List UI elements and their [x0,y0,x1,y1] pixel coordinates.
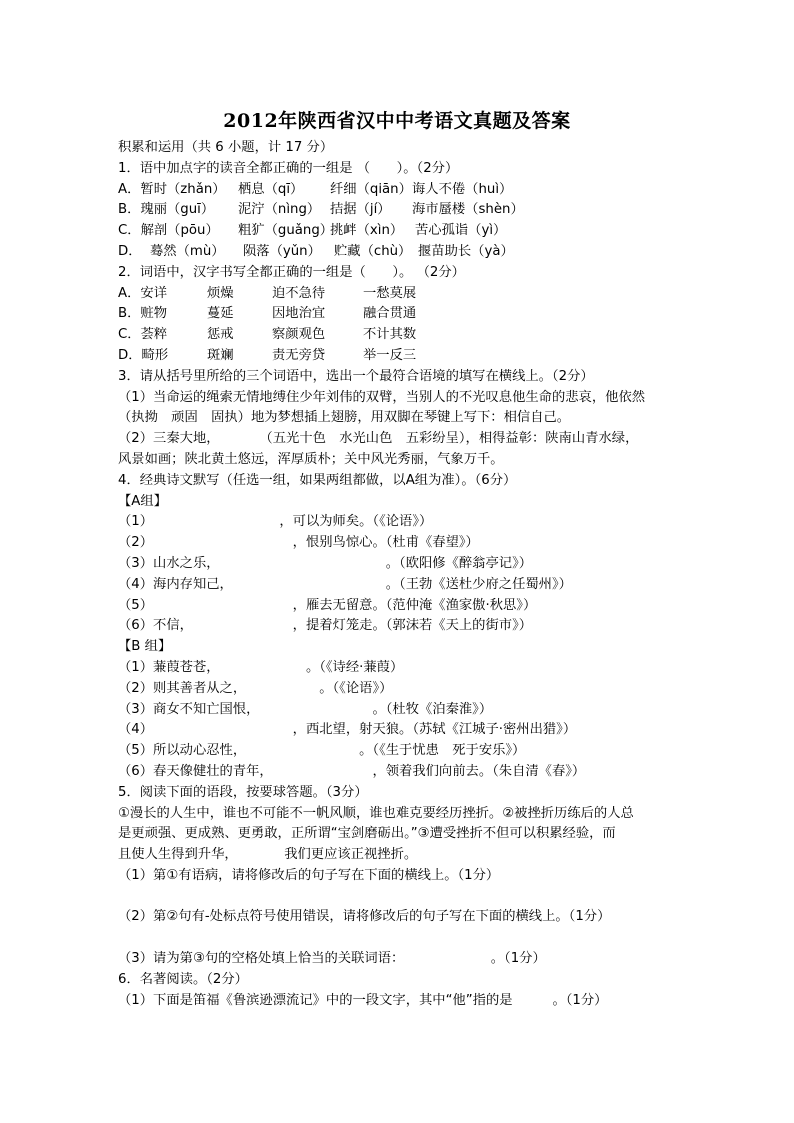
group-b-item: （5）所以动心忍性， 。（《生于忧患 死于安乐》） [118,743,526,759]
answer-space [118,928,678,949]
option-cell: 举一反三 [363,347,417,363]
q2-option-a [118,284,678,305]
option-cell: 一愁莫展 [363,285,417,301]
option-cell: 因地治宜 [272,306,326,322]
q1-option-d [118,242,678,263]
q3-line: （执拗 顽固 固执）地为梦想插上翅膀，用双脚在琴键上写下：相信自己。 [118,410,571,426]
group-a-item: （2） ，恨别鸟惊心。（杜甫《春望》） [118,535,479,551]
question-2-stem: 2．词语中，汉字书写全都正确的一组是（ ）。 （2分） [118,264,465,280]
page-title: 2012年陕西省汉中中考语文真题及答案 [223,110,571,132]
option-cell: 海市蜃楼（shèn） [412,202,524,218]
q5-sub-question: （2）第②句有-处标点符号使用错误，请将修改后的句子写在下面的横线上。（1分） [118,909,611,925]
document-body [118,138,678,1011]
option-cell: 苦心孤诣（yì） [415,223,507,239]
option-cell: 诲人不倦（huì） [412,181,513,197]
option-cell: A．暂时（zhǎn） [118,181,226,197]
q3-line: （1）当命运的绳索无情地缚住少年刘伟的双臂，当别人的不光叹息他生命的悲哀，他依然 [118,389,646,405]
option-cell: 揠苗助长（yà） [418,243,514,259]
option-cell: B．赃物 [118,306,168,322]
q1-option-a [118,180,678,201]
option-cell: 融合贯通 [363,306,417,322]
option-cell: 蔓延 [207,306,234,322]
option-cell: 拮据（jí） [330,202,391,218]
option-cell: 粗犷（guǎng） [238,223,334,239]
option-cell: D．畸形 [118,347,169,363]
option-cell: 迫不急待 [272,285,326,301]
group-b-item: （4） ，西北望，射天狼。（苏轼《江城子·密州出猎》） [118,722,577,738]
group-b-item: （6）春天像健壮的青年， ，领着我们向前去。（朱自清《春》） [118,763,586,779]
group-a-item: （4）海内存知己， 。（王勃《送杜少府之任蜀州》） [118,576,572,592]
answer-space [118,887,678,908]
q1-option-b [118,200,678,221]
option-cell: B．瑰丽（guī） [118,202,215,218]
q5-passage-line: 且使人生得到升华， 我们更应该正视挫折。 [118,847,418,863]
group-a-item: （6）不信， ，提着灯笼走。（郭沫若《天上的街市》） [118,618,533,634]
q3-line: （2）三秦大地， （五光十色 水光山色 五彩纷呈），相得益彰：陕南山青水绿， [118,431,639,447]
q3-line: 风景如画；陕北黄土悠远，浑厚质朴；关中风光秀丽，气象万千。 [118,451,504,467]
group-b-item: （3）商女不知亡国恨， 。（杜牧《泊秦淮》） [118,701,493,717]
q1-option-c [118,221,678,242]
option-cell: C．解剖（pōu） [118,223,219,239]
q5-sub-question: （3）请为第③句的空格处填上恰当的关联词语： 。（1分） [118,951,546,967]
question-1-stem: 1．语中加点字的读音全都正确的一组是 （ ）。（2分） [118,160,459,176]
question-5-stem: 5．阅读下面的语段，按要球答题。（3分） [118,784,368,800]
q5-passage-line: ①漫长的人生中，谁也不可能不一帆风顺，谁也难克要经历挫折。②被挫折历练后的人总 [118,805,634,821]
section-heading: 积累和运用（共 6 小题，计 17 分） [118,140,334,155]
option-cell: 贮藏（chù） [334,243,412,259]
group-a-heading: 【A组】 [118,493,167,509]
option-cell: A．安详 [118,285,167,301]
question-3-stem: 3．请从括号里所给的三个词语中，选出一个最符合语境的填写在横线上。（2分） [118,368,594,384]
option-cell: 不计其数 [363,327,417,343]
group-b-heading: 【B 组】 [118,639,172,655]
option-cell: 栖息（qī） [238,181,304,197]
option-cell: 斑斓 [207,347,234,363]
q2-option-d [118,346,678,367]
option-cell: 纤细（qiān） [330,181,412,197]
option-cell: 挑衅（xìn） [330,223,404,239]
group-b-item: （1）蒹葭苍苍， 。（《诗经·蒹葭） [118,659,404,675]
option-cell: 责无旁贷 [272,347,326,363]
question-6-stem: 6．名著阅读。（2分） [118,971,248,987]
group-b-item: （2）则其善者从之， 。（《论语》） [118,680,393,696]
option-cell: 惩戒 [207,327,234,343]
q5-sub-question: （1）第①有语病，请将修改后的句子写在下面的横线上。（1分） [118,867,500,883]
option-cell: 陨落（yǔn） [243,243,321,259]
group-a-item: （5） ，雁去无留意。（范仲淹《渔家傲·秋思》） [118,597,537,613]
option-cell: C．荟粹 [118,327,168,343]
q2-option-b [118,304,678,325]
group-a-item: （3）山水之乐， 。（欧阳修《醉翁亭记》） [118,555,533,571]
question-4-stem: 4．经典诗文默写（任选一组，如果两组都做，以A组为准）。（6分） [118,472,517,488]
group-a-item: （1） ，可以为师矣。（《论语》） [118,514,433,530]
option-cell: 察颜观色 [272,327,326,343]
q2-option-c [118,325,678,346]
q6-sub-question: （1）下面是笛福《鲁滨逊漂流记》中的一段文字，其中“他”指的是 。（1分） [118,992,608,1008]
option-cell: 泥泞（nìng） [238,202,321,218]
q5-passage-line: 是更顽强、更成熟、更勇敢，正所谓“宝剑磨砺出。”③遭受挫折不但可以积累经验，而 [118,826,616,842]
option-cell: 烦燥 [207,285,234,301]
option-cell: D． 蓦然（mù） [118,243,225,259]
